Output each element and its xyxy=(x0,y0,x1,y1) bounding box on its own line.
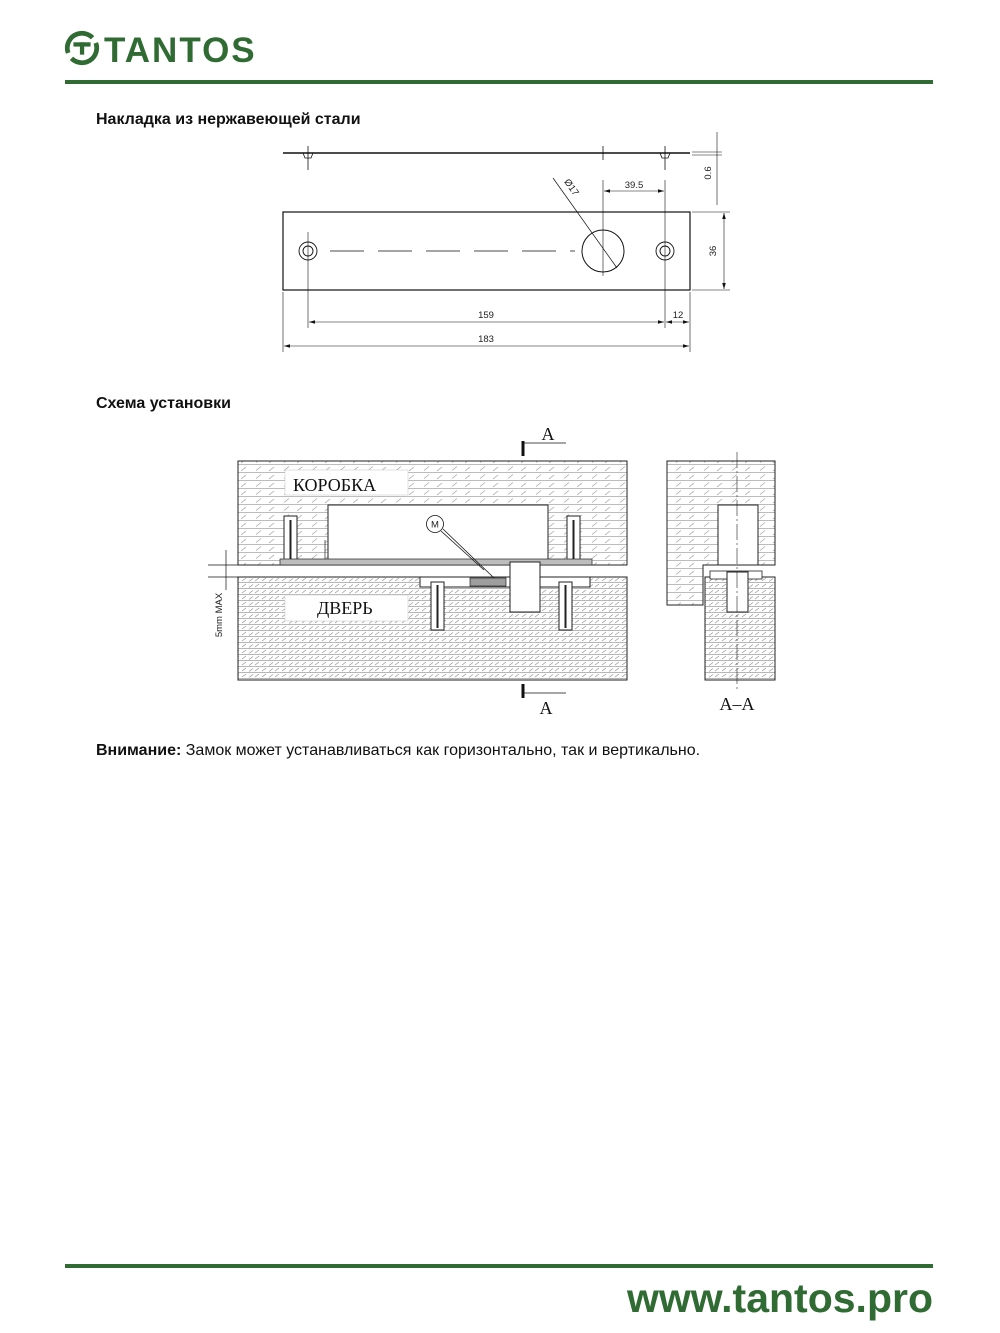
section-view-label: A–A xyxy=(719,694,755,714)
dim-length: 183 xyxy=(478,334,494,345)
installation-note xyxy=(96,743,700,759)
dim-hole-diameter: Ø17 xyxy=(561,177,581,199)
plate-top-view xyxy=(283,178,730,352)
dim-width: 36 xyxy=(708,245,719,257)
lock-mounting-plate xyxy=(280,559,592,565)
plate-section-title: Накладка из нержавеющей стали xyxy=(96,111,361,128)
door-label: ДВЕРЬ xyxy=(317,598,373,618)
dim-hole-offset: 39.5 xyxy=(624,180,644,191)
dimension-lines xyxy=(284,191,724,346)
armature xyxy=(470,578,506,586)
magnet-marker-label: M xyxy=(431,519,439,531)
dim-thickness: 0.6 xyxy=(703,166,714,180)
footer-website: www.tantos.pro xyxy=(627,1275,933,1321)
lock-pin-cutout xyxy=(510,562,540,612)
footer-divider xyxy=(65,1264,933,1268)
hole-diameter-leader xyxy=(553,178,617,268)
gap-max-label: 5mm MAX xyxy=(214,592,225,638)
section-lock-body xyxy=(718,505,758,565)
dim-hole-spacing: 159 xyxy=(478,310,494,321)
plate-drawing xyxy=(260,125,740,360)
section-pin-cutout xyxy=(727,572,748,612)
frame-label: КОРОБКА xyxy=(293,475,377,495)
section-view xyxy=(667,452,775,690)
header-divider xyxy=(65,80,933,84)
install-drawing xyxy=(200,420,790,720)
cut-mark-bottom xyxy=(523,684,566,698)
cut-mark-top-label: A xyxy=(541,424,555,444)
lock-body-cutout xyxy=(328,505,548,561)
note-label: Внимание: xyxy=(96,742,182,759)
plate-side-view xyxy=(283,146,690,170)
dim-end-offset: 12 xyxy=(672,310,684,321)
install-section-title: Схема установки xyxy=(96,395,231,412)
note-text: Замок может устанавливаться как горизонтально, так и вертикально. xyxy=(185,742,701,759)
tantos-logo-icon xyxy=(63,29,101,67)
brand-name: TANTOS xyxy=(104,31,257,70)
gap-dimension xyxy=(208,550,238,590)
cut-mark-bottom-label: A xyxy=(539,698,553,718)
